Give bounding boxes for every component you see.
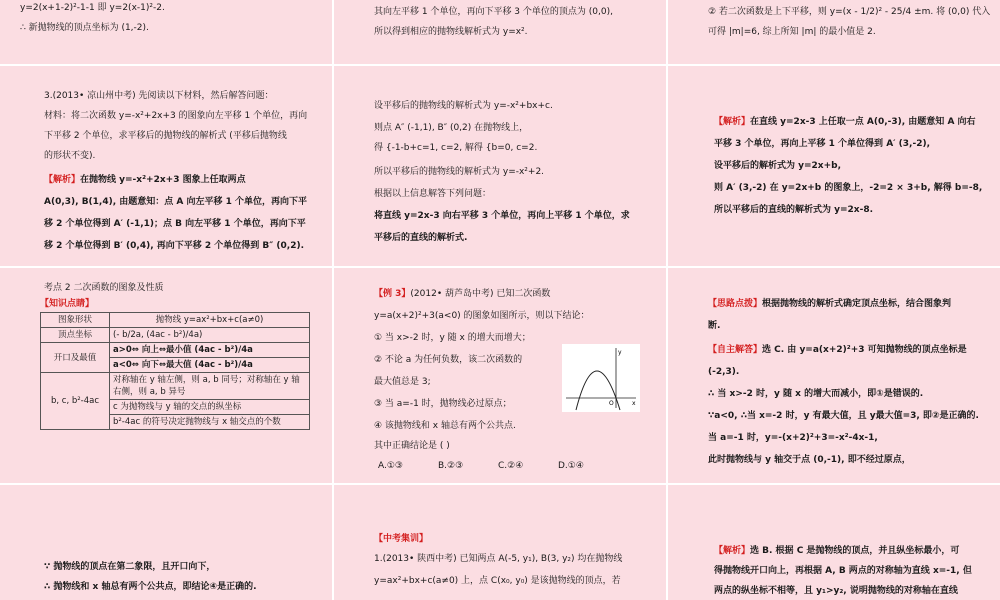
knowledge-tag: 【知识点睛】 (40, 299, 95, 309)
slide-5 (334, 66, 666, 266)
analysis-text: 选 B. 根据 C 是抛物线的顶点，并且纵坐标最小，可 (750, 546, 960, 556)
text-line: 最大值总是 3; (374, 377, 431, 387)
text-line: ∴ 抛物线和 x 轴总有两个公共点，即结论④是正确的. (44, 582, 257, 592)
text-line: 移 2 个单位得到 B′ (0,4), 再向下平移 2 个单位得到 B″ (0,2). (44, 241, 305, 251)
slide-1 (0, 0, 332, 64)
x-axis-label: x (632, 400, 636, 407)
option-a: A.①③ (378, 461, 403, 471)
text-line: 当 a=-1 时，y=-(x+2)²+3=-x²-4x-1, (708, 433, 878, 443)
text-line: A(0,3), B(1,4), 由题意知：点 A 向左平移 1 个单位，再向下平 (44, 197, 308, 207)
slide-11 (334, 485, 666, 600)
table-cell: 开口及最值 (41, 343, 110, 373)
text-line: ③ 当 a=-1 时，抛物线必过原点； (374, 399, 512, 409)
slide-4 (0, 66, 332, 266)
table-row (41, 313, 310, 328)
answer-line (708, 344, 967, 357)
text-line: 得抛物线开口向上，再根据 A, B 两点的对称轴为直线 x=-1, 但 (714, 566, 972, 576)
analysis-text: 在直线 y=2x-3 上任取一点 A(0,-3), 由题意知 A 向右 (750, 117, 976, 127)
table-cell: c 为抛物线与 y 轴的交点的纵坐标 (110, 400, 310, 415)
table-cell: a>0⇔ 向上⇔最小值 (4ac - b²)/4a (110, 343, 310, 358)
text-line: 断. (708, 321, 721, 331)
table-row (41, 343, 310, 358)
option-b: B.②③ (438, 461, 464, 471)
text-line: 移 2 个单位得到 A′ (-1,1)；点 B 向左平移 1 个单位，再向下平 (44, 219, 306, 229)
text-line: 平移后的直线的解析式. (374, 233, 468, 243)
text-line: 平移 3 个单位，再向上平移 1 个单位得到 A′ (3,-2), (714, 139, 930, 149)
table-cell: 顶点坐标 (41, 328, 110, 343)
analysis-text: 在抛物线 y=-x²+2x+3 图象上任取两点 (80, 175, 246, 185)
text-line: y=a(x+2)²+3(a<0) 的图象如图所示，则以下结论： (374, 311, 590, 321)
table-row (41, 328, 310, 343)
hint-line (708, 298, 951, 311)
table-cell: (- b/2a, (4ac - b²)/4a) (110, 328, 310, 343)
text-line: 设平移后的抛物线的解析式为 y=-x²+bx+c. (374, 101, 553, 111)
text-line: 两点的纵坐标不相等，且 y₁>y₂, 说明抛物线的对称轴在直线 (714, 586, 958, 596)
option-d: D.①④ (558, 461, 584, 471)
slide-6 (668, 66, 1000, 266)
text-line: 材料：将二次函数 y=-x²+2x+3 的图象向左平移 1 个单位，再向 (44, 111, 308, 121)
table-cell: b, c, b²-4ac (41, 373, 110, 430)
answer-tag: 【自主解答】 (708, 345, 763, 355)
text-line: 所以平移后的抛物线的解析式为 y=-x²+2. (374, 167, 545, 177)
text-line: 得 {-1-b+c=1, c=2, 解得 {b=0, c=2. (374, 143, 538, 153)
text-line: 将直线 y=2x-3 向右平移 3 个单位，再向上平移 1 个单位，求 (374, 211, 630, 221)
section-heading: 考点 2 二次函数的图象及性质 (44, 283, 164, 293)
text-line: 可得 |m|=6, 综上所知 |m| 的最小值是 2. (708, 27, 876, 37)
text-line: ∴ 当 x>-2 时，y 随 x 的增大而减小，即①是错误的. (708, 389, 924, 399)
property-table (40, 312, 310, 430)
text-line: 根据以上信息解答下列问题： (374, 189, 492, 199)
table-cell: 图象形状 (41, 313, 110, 328)
slide-10 (0, 485, 332, 600)
analysis-tag: 【解析】 (714, 546, 751, 556)
text-line: 所以得到相应的抛物线解析式为 y=x². (374, 27, 528, 37)
parabola-graph (562, 344, 640, 412)
slide-9 (668, 268, 1000, 483)
hint-tag: 【思路点拨】 (708, 299, 763, 309)
table-cell: 抛物线 y=ax²+bx+c(a≠0) (110, 313, 310, 328)
text-line: 此时抛物线与 y 轴交于点 (0,-1), 即不经过原点， (708, 455, 911, 465)
text-line: 的形状不变). (44, 151, 96, 161)
slide-2 (334, 0, 666, 64)
text-line: 1.(2013• 陕西中考) 已知两点 A(-5, y₁), B(3, y₂) 均在抛物线 (374, 554, 623, 564)
text-line: ∴ 新抛物线的顶点坐标为 (1,-2). (20, 23, 149, 33)
slide-8 (334, 268, 666, 483)
slide-3 (668, 0, 1000, 64)
text-line: ② 不论 a 为任何负数，该二次函数的 (374, 355, 523, 365)
text-line: 其向左平移 1 个单位，再向下平移 3 个单位的顶点为 (0,0), (374, 7, 613, 17)
text-line: ② 若二次函数是上下平移，则 y=(x - 1/2)² - 25/4 ±m. 将 (0,0) 代入 (708, 7, 991, 17)
example-text: (2012• 葫芦岛中考) 已知二次函数 (410, 289, 551, 299)
graph-background (562, 344, 640, 412)
text-line: 则 A′ (3,-2) 在 y=2x+b 的图象上，-2=2 × 3+b, 解得 b=-8, (714, 183, 983, 193)
text-line: 所以平移后的直线的解析式为 y=2x-8. (714, 205, 874, 215)
table-row (41, 373, 310, 400)
analysis-line (714, 545, 959, 558)
text-line: 其中正确结论是 ( ) (374, 441, 450, 451)
text-line: y=ax²+bx+c(a≠0) 上，点 C(x₀, y₀) 是该抛物线的顶点，若 (374, 576, 621, 586)
table-cell: a<0⇔ 向下⇔最大值 (4ac - b²)/4a (110, 358, 310, 373)
y-axis-label: y (618, 349, 622, 356)
slide-12 (668, 485, 1000, 600)
text-line: ④ 该抛物线和 x 轴总有两个公共点. (374, 421, 516, 431)
table-cell: b²-4ac 的符号决定抛物线与 x 轴交点的个数 (110, 415, 310, 430)
slide-7 (0, 268, 332, 483)
option-c: C.②④ (498, 461, 524, 471)
text-line: 3.(2013• 凉山州中考) 先阅读以下材料，然后解答问题： (44, 91, 274, 101)
origin-label: O (609, 400, 614, 407)
text-line: y=2(x+1-2)²-1-1 即 y=2(x-1)²-2. (20, 3, 165, 13)
example-line (374, 288, 550, 301)
table-cell: 对称轴在 y 轴左侧，则 a, b 同号；对称轴在 y 轴右侧，则 a, b 异号 (110, 373, 310, 400)
text-line: 下平移 2 个单位，求平移后的抛物线的解析式 (平移后抛物线 (44, 131, 287, 141)
example-tag: 【例 3】 (374, 289, 411, 299)
hint-text: 根据抛物线的解析式确定顶点坐标，结合图象判 (762, 299, 952, 309)
analysis-tag: 【解析】 (44, 175, 81, 185)
text-line: ① 当 x>-2 时，y 随 x 的增大而增大； (374, 333, 531, 343)
analysis-tag: 【解析】 (714, 117, 751, 127)
text-line: 则点 A″ (-1,1), B″ (0,2) 在抛物线上， (374, 123, 529, 133)
answer-text: 选 C. 由 y=a(x+2)²+3 可知抛物线的顶点坐标是 (762, 345, 967, 355)
text-line: ∵a<0, ∴当 x=-2 时，y 有最大值，且 y最大值=3, 即②是正确的. (708, 411, 979, 421)
analysis-line (44, 174, 246, 187)
exam-tag: 【中考集训】 (374, 534, 429, 544)
analysis-line (714, 116, 976, 129)
text-line: (-2,3). (708, 367, 740, 377)
text-line: ∵ 抛物线的顶点在第二象限，且开口向下， (44, 562, 216, 572)
text-line: 设平移后的解析式为 y=2x+b, (714, 161, 842, 171)
